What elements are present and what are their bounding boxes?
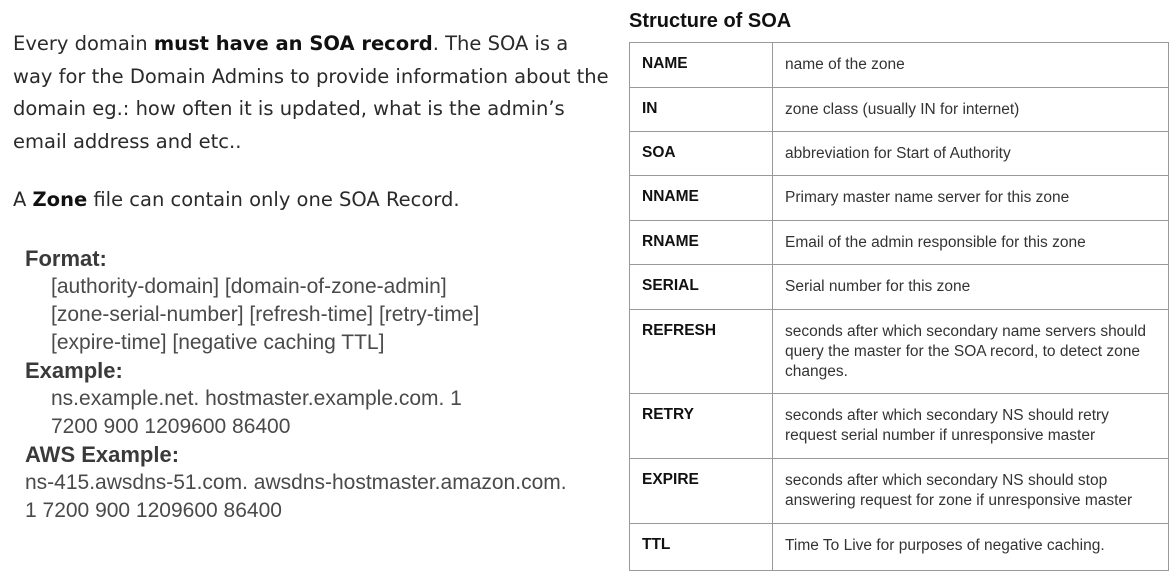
soa-table xyxy=(629,42,1169,571)
row-key: RNAME xyxy=(630,221,773,265)
intro-text-b: . The SOA is a way for the Domain Admins to provide information about the domain eg.: how often it is updated, what is the admin’s email address and etc.. xyxy=(13,32,609,153)
row-value: Serial number for this zone xyxy=(773,265,1169,310)
intro-paragraph xyxy=(13,28,613,158)
row-key: SERIAL xyxy=(630,265,773,310)
row-key: TTL xyxy=(630,524,773,571)
format-line: [expire-time] [negative caching TTL] xyxy=(51,331,385,354)
aws-example-line: 1 7200 900 1209600 86400 xyxy=(25,499,282,522)
table-row xyxy=(630,459,1169,524)
table-row xyxy=(630,43,1169,88)
row-key: REFRESH xyxy=(630,310,773,394)
intro-text-a: Every domain xyxy=(13,32,154,55)
example-line: 7200 900 1209600 86400 xyxy=(51,415,291,438)
row-value: seconds after which secondary NS should retry request serial number if unresponsive master xyxy=(773,394,1169,459)
zone-text-bold: Zone xyxy=(32,188,88,211)
row-value: Primary master name server for this zone xyxy=(773,176,1169,221)
row-value: name of the zone xyxy=(773,43,1169,88)
soa-structure-section xyxy=(629,8,1169,571)
table-row xyxy=(630,132,1169,176)
row-key: IN xyxy=(630,88,773,132)
row-value: seconds after which secondary name servers should query the master for the SOA record, to detect zone changes. xyxy=(773,310,1169,394)
format-heading: Format: xyxy=(25,246,107,271)
zone-text-b: file can contain only one SOA Record. xyxy=(87,188,460,211)
row-value: Email of the admin responsible for this zone xyxy=(773,221,1169,265)
row-value: zone class (usually IN for internet) xyxy=(773,88,1169,132)
row-key: SOA xyxy=(630,132,773,176)
row-value: seconds after which secondary NS should stop answering request for zone if unresponsive master xyxy=(773,459,1169,524)
row-key: NNAME xyxy=(630,176,773,221)
format-line: [authority-domain] [domain-of-zone-admin] xyxy=(51,275,447,298)
table-row xyxy=(630,524,1169,571)
row-key: NAME xyxy=(630,43,773,88)
format-section xyxy=(25,245,605,525)
table-row xyxy=(630,88,1169,132)
zone-text-a: A xyxy=(13,188,33,211)
example-heading: Example: xyxy=(25,358,123,383)
intro-text-bold: must have an SOA record xyxy=(153,32,433,55)
intro-section xyxy=(13,28,613,216)
table-row xyxy=(630,221,1169,265)
table-title: Structure of SOA xyxy=(629,10,792,32)
aws-example-line: ns-415.awsdns-51.com. awsdns-hostmaster.amazon.com. xyxy=(25,471,567,494)
zone-paragraph xyxy=(13,184,613,216)
row-key: EXPIRE xyxy=(630,459,773,524)
table-row xyxy=(630,394,1169,459)
format-line: [zone-serial-number] [refresh-time] [retry-time] xyxy=(51,303,480,326)
table-row xyxy=(630,265,1169,310)
row-value: abbreviation for Start of Authority xyxy=(773,132,1169,176)
table-row xyxy=(630,310,1169,394)
table-row xyxy=(630,176,1169,221)
row-value: Time To Live for purposes of negative caching. xyxy=(773,524,1169,571)
aws-example-heading: AWS Example: xyxy=(25,442,180,467)
row-key: RETRY xyxy=(630,394,773,459)
example-line: ns.example.net. hostmaster.example.com. 1 xyxy=(51,387,462,410)
